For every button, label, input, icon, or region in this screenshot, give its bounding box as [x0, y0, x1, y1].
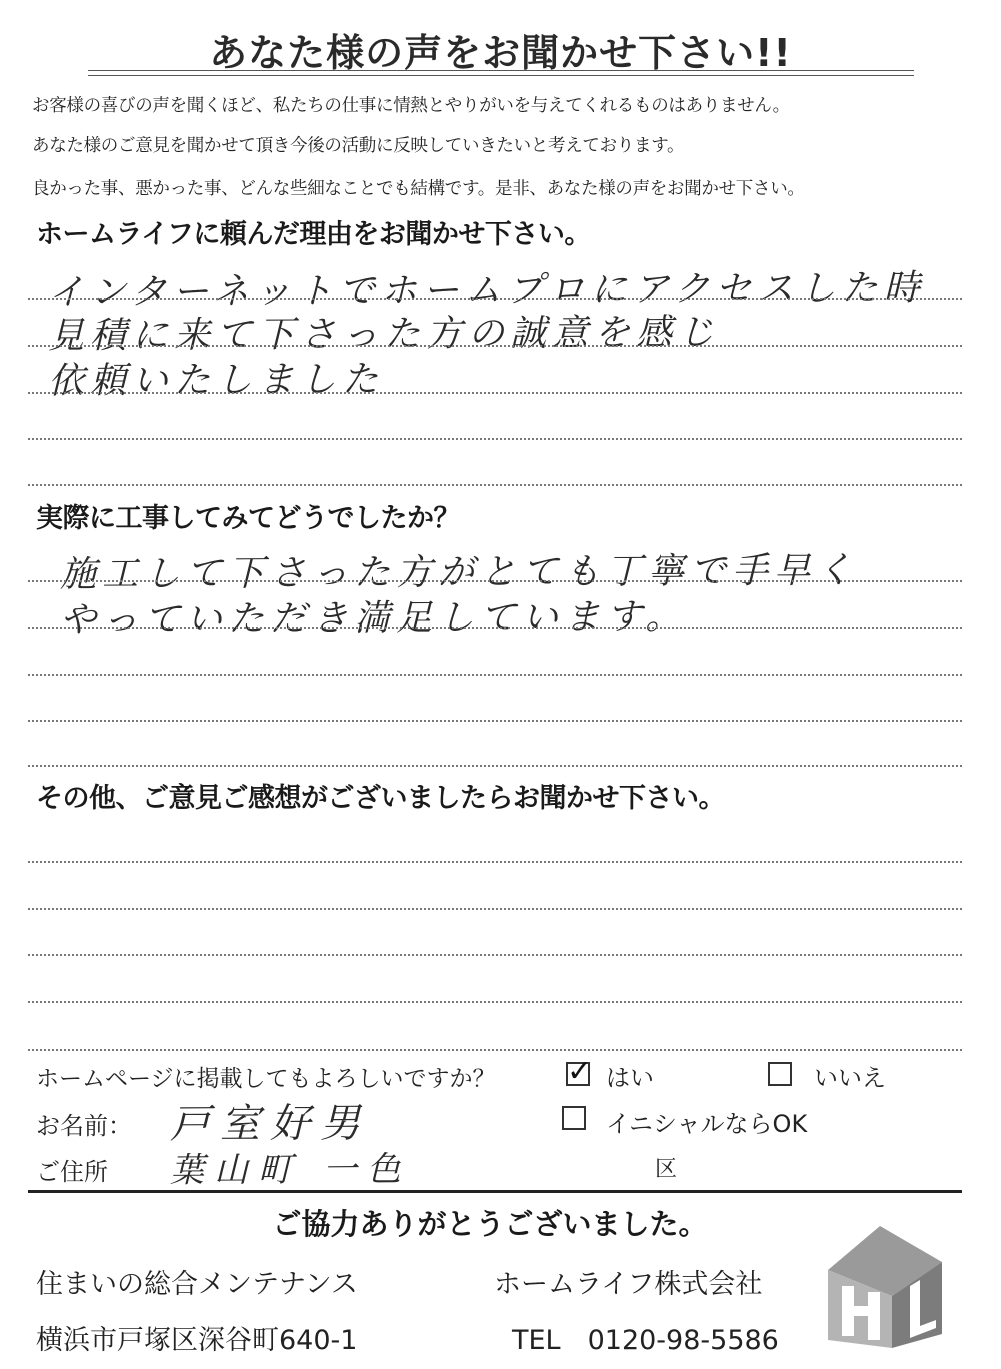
- consent-no-label: いいえ: [814, 1064, 886, 1092]
- house-HL-logo-icon: [818, 1222, 956, 1352]
- company-tagline: 住まいの総合メンテナンス: [36, 1269, 358, 1300]
- answer-line: [28, 861, 962, 863]
- reason-answer-line-3: 依頼いたしました: [47, 359, 385, 402]
- company-name: ホームライフ株式会社: [494, 1269, 763, 1300]
- reason-answer-line-1: インターネットでホームプロにアクセスした時: [47, 267, 926, 314]
- answer-line: [28, 1049, 962, 1051]
- title-underline: [88, 70, 914, 71]
- address-label: ご住所: [36, 1158, 108, 1186]
- name-value: 戸室好男: [169, 1100, 371, 1148]
- experience-answer-line-2: やっていただき満足しています。: [59, 596, 688, 641]
- section-other-heading: その他、ご意見ご感想がございましたらお聞かせ下さい。: [36, 783, 725, 814]
- company-phone: TEL 0120-98-5586: [512, 1325, 779, 1356]
- page-title: あなた様の声をお聞かせ下さい!!: [209, 31, 792, 75]
- answer-line: [28, 1001, 962, 1003]
- consent-yes-label: はい: [606, 1064, 654, 1092]
- consent-initials-label: イニシャルならOK: [606, 1110, 808, 1138]
- experience-answer-line-1: 施工して下さった方がとても丁寧で手早く: [59, 549, 859, 596]
- address-value: 葉山町 一色: [169, 1149, 411, 1191]
- check-mark-icon: ✓: [567, 1054, 593, 1089]
- consent-no-checkbox[interactable]: [768, 1062, 792, 1086]
- answer-line: [28, 438, 962, 440]
- answer-line: [28, 345, 962, 347]
- title-underline-2: [88, 75, 914, 76]
- section-reason-heading: ホームライフに頼んだ理由をお聞かせ下さい。: [36, 219, 591, 250]
- address-ward-suffix: 区: [655, 1157, 678, 1182]
- answer-line: [28, 392, 962, 394]
- footer-divider: [28, 1190, 962, 1193]
- answer-line: [28, 298, 962, 300]
- intro-line-2: あなた様のご意見を聞かせて頂き今後の活動に反映していきたいと考えております。: [32, 136, 685, 156]
- intro-line-1: お客様の喜びの声を聞くほど、私たちの仕事に情熱とやりがいを与えてくれるものはありません。: [32, 96, 790, 116]
- consent-question: ホームページに掲載してもよろしいですか？: [36, 1066, 496, 1092]
- answer-line: [28, 674, 962, 676]
- consent-yes-checkbox[interactable]: [566, 1054, 593, 1089]
- section-experience-heading: 実際に工事してみてどうでしたか？: [36, 503, 460, 534]
- answer-line: [28, 720, 962, 722]
- answer-line: [28, 627, 962, 629]
- answer-line: [28, 580, 962, 582]
- answer-line: [28, 765, 962, 767]
- thanks-message: ご協力ありがとうございました。: [272, 1207, 708, 1241]
- name-label: お名前：: [36, 1112, 132, 1140]
- intro-line-3: 良かった事、悪かった事、どんな些細なことでも結構です。是非、あなた様の声をお聞かせ下さい。: [32, 179, 805, 199]
- answer-line: [28, 954, 962, 956]
- company-address: 横浜市戸塚区深谷町640-1: [36, 1325, 358, 1356]
- reason-answer-line-2: 見積に来て下さった方の誠意を感じ: [47, 312, 721, 357]
- answer-line: [28, 484, 962, 486]
- consent-initials-checkbox[interactable]: [562, 1106, 586, 1130]
- answer-line: [28, 908, 962, 910]
